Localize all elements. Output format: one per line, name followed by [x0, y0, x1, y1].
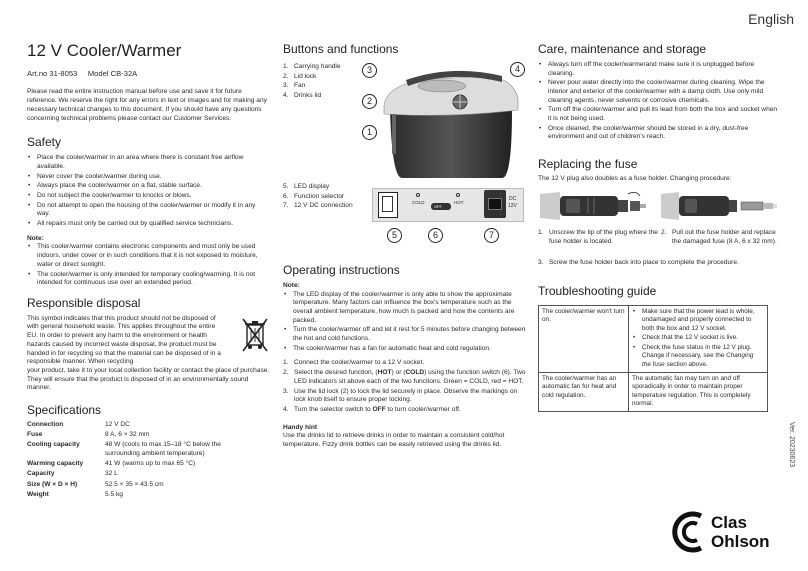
- list-item: • Place the cooler/warmer in an area where there is constant free airflow available.: [27, 154, 270, 171]
- list-item: 6. Function selector: [283, 192, 345, 200]
- list-item: 4. Drinks lid: [283, 92, 322, 100]
- led-digit: [382, 196, 393, 212]
- column-1: [27, 40, 270, 501]
- list-item: 4. Turn the selector switch to OFF to turn cooler/warmer off.: [283, 405, 461, 413]
- list-item: • Once cleaned, the cooler/warmer should be stored in a dry, dust-free environment and out of children's reach.: [538, 125, 781, 142]
- cooler-figure: [362, 58, 532, 180]
- off-label: OFF: [434, 204, 442, 209]
- table-row: [27, 460, 245, 470]
- list-item: • Turn off the cooler/warmer and pull its lead from both the box and socket when it is not being used.: [538, 106, 781, 123]
- operating-steps: [283, 359, 526, 414]
- table-row: [539, 305, 768, 372]
- table-row: [27, 491, 245, 501]
- callout-7: 7: [484, 228, 499, 243]
- table-row: [27, 421, 245, 431]
- list-item: 7. 12 V DC connection: [283, 202, 353, 210]
- buttons-list-top: [283, 63, 363, 102]
- trouble-solution-list: [632, 308, 764, 369]
- spec-value: 12 V DC: [105, 420, 130, 428]
- fuse-steps-right: [661, 229, 779, 246]
- cooler-image: [362, 58, 532, 180]
- list-item: • Turn the cooler/warmer off and let it rest for 5 minutes before changing between the hot and cold functions.: [283, 326, 526, 343]
- list-item-label: Drinks lid: [294, 92, 322, 100]
- spec-value: 52.5 × 35 × 43.5 cm: [105, 480, 164, 488]
- hot-led-icon: [456, 193, 460, 197]
- step-text: Pull out the fuse holder and replace the damaged fuse (8 A, 6 x 32 mm).: [672, 229, 777, 245]
- language-label: English: [748, 11, 794, 27]
- dc-label: DC: [509, 196, 517, 202]
- list-item: • This cooler/warmer contains electronic components and must only be used indoors, under cover or in such conditions that it is not exposed to moisture, water or direct sunlight.: [27, 243, 270, 269]
- fuse-step-2: [661, 229, 779, 247]
- solution-text: Check the fuse status in the 12 V plug. Change if necessary, see the: [642, 343, 752, 360]
- step-text: Connect the cooler/warmer to a 12 V socket.: [294, 359, 425, 367]
- trouble-solution: [629, 305, 768, 372]
- disposal-heading: Responsible disposal: [27, 295, 141, 310]
- changing-fuse-reference: Changing the fuse: [642, 352, 754, 368]
- operating-note-label: Note:: [283, 281, 300, 289]
- disposal-text-narrow: This symbol indicates that this product should not be disposed of with general household waste. This applies throughout the entire EU. In order to prevent any harm to the environment or health hazards caused by incorrect waste disposal, the product must be handed in for recycling so that the material can be disposed of in a responsible manner. When recycling: [27, 314, 221, 366]
- table-row: [27, 431, 245, 441]
- step-text: Use the lid lock (2) to lock the lid securely in place. Observe the markings on lock knob itself to ensure proper locking.: [294, 387, 518, 404]
- operating-section: [283, 263, 526, 450]
- step-text: Select the desired function, (: [294, 369, 378, 377]
- list-item: 3. Screw the fuse holder back into place to complete the procedure.: [538, 259, 739, 266]
- trouble-section: [538, 284, 783, 412]
- table-row: [27, 470, 245, 480]
- safety-note-list: [27, 243, 270, 288]
- list-item: • Do not subject the cooler/warmer to knocks or blows.: [27, 192, 270, 201]
- fuse-intro: The 12 V plug also doubles as a fuse holder. Changing procedure:: [538, 174, 732, 182]
- care-list: [538, 61, 781, 142]
- trouble-table: [538, 305, 768, 412]
- step-text: to turn cooler/warmer off.: [385, 405, 461, 413]
- list-item: • Always turn off the cooler/warmerand make sure it is unplugged before cleaning.: [538, 61, 781, 78]
- list-item: 1. Unscrew the tip of the plug where the fuse holder is located.: [538, 229, 658, 245]
- fuse-step-1: [538, 229, 658, 247]
- operating-heading: Operating instructions: [283, 263, 400, 277]
- safety-heading: Safety: [27, 135, 62, 150]
- list-item-label: Function selector: [294, 192, 345, 200]
- hint-text: Use the drinks lid to retrieve drinks in order to maintain a consistent cold/hot temperature. Fizzy drink bottles can be easily retrieved using the drinks lid.: [283, 432, 505, 449]
- clas-ohlson-logo-icon: [671, 510, 707, 554]
- list-item: 1. Connect the cooler/warmer to a 12 V socket.: [283, 359, 425, 367]
- trouble-problem: The cooler/warmer has an automatic fan for heat and cold regulation.: [539, 373, 629, 412]
- safety-list: [27, 154, 270, 229]
- weee-bin-icon: [241, 317, 269, 353]
- artno-label: Art.no: [27, 69, 48, 79]
- list-item: 5. LED display: [283, 183, 330, 190]
- callout-3: 3: [362, 63, 377, 78]
- trouble-solution: The automatic fan may turn on and off sporadically in order to maintain proper temperature regulation. This is completely normal.: [629, 373, 768, 412]
- step-bold: COLD: [405, 369, 425, 377]
- step-bold: OFF: [372, 405, 386, 413]
- specs-heading: Specifications: [27, 403, 102, 418]
- logo-line-2: Ohlson: [711, 532, 770, 551]
- article-line: [27, 69, 270, 79]
- list-item-label: 12 V DC connection: [294, 202, 353, 210]
- list-item: • Check that the 12 V socket is live.: [632, 334, 764, 342]
- spec-value: 41 W (warms up to max 65 °C): [105, 460, 196, 468]
- intro-text: Please read the entire instruction manual before use and save it for future reference. We reserve the right for any errors in text or images and for making any necessary technical changes to this document. If you should have any questions concerning technical problems please contact our Customer Services.: [27, 88, 267, 122]
- safety-note-label: Note:: [27, 234, 44, 242]
- step-text: Screw the fuse holder back into place to complete the procedure.: [549, 259, 739, 266]
- version-label: Ver. 20230623: [788, 422, 795, 468]
- spec-key: Warming capacity: [27, 460, 84, 468]
- list-item: • Do not attempt to open the housing of the cooler/warmer or modify it in any way.: [27, 202, 270, 219]
- fuse-steps-final: [538, 259, 781, 268]
- plug-unscrew-image: [540, 190, 650, 222]
- list-item: • Make sure that the power lead is whole, undamaged and properly connected to both the box and 12 V socket.: [632, 308, 764, 333]
- callout-6: 6: [428, 228, 443, 243]
- hint-heading: Handy hint: [283, 423, 318, 431]
- spec-key: Weight: [27, 490, 49, 498]
- list-item: [632, 344, 764, 369]
- buttons-list-bottom: [283, 183, 373, 212]
- step-text: ) or (: [391, 369, 406, 377]
- spec-value: 32 L: [105, 470, 118, 478]
- fuse-section: [538, 157, 781, 184]
- fuse-steps-left: [538, 229, 658, 246]
- step-text: Turn the selector switch to: [294, 405, 373, 413]
- spec-key: Capacity: [27, 470, 55, 478]
- page-title: 12 V Cooler/Warmer: [27, 41, 182, 60]
- spec-key: Size (W × D × H): [27, 480, 78, 488]
- callout-2: 2: [362, 94, 377, 109]
- list-item-label: Lid lock: [294, 72, 317, 80]
- v12-label: 12V: [508, 203, 517, 209]
- operating-note-list: [283, 291, 526, 354]
- solution-text: section above.: [664, 360, 708, 368]
- control-panel-figure: [372, 186, 527, 246]
- spec-value: 48 W (cools to max 15–18 °C below the surrounding ambient temperature): [105, 441, 221, 458]
- list-item-label: LED display: [294, 183, 330, 190]
- list-item: 2. Pull out the fuse holder and replace the damaged fuse (8 A, 6 x 32 mm).: [661, 229, 777, 245]
- care-section: [538, 42, 781, 143]
- list-item: • Never pour water directly into the cooler/warmer during cleaning. Wipe the interior and exterior of the cooler/warmer with a damp cloth. Use only mild cleaning agents, never solvents or corrosive chemicals.: [538, 79, 781, 105]
- fuse-heading: Replacing the fuse: [538, 157, 638, 171]
- list-item: 3. Fan: [283, 82, 306, 90]
- fuse-step-3: [538, 259, 781, 269]
- step-text: Unscrew the tip of the plug where the fuse holder is located.: [549, 229, 658, 245]
- list-item-label: Carrying handle: [294, 63, 341, 70]
- list-item: 2. Lid lock: [283, 72, 317, 80]
- list-item: • Always place the cooler/warmer on a flat, stable surface.: [27, 182, 270, 191]
- cold-label: COLD: [412, 200, 425, 205]
- cold-led-icon: [416, 193, 420, 197]
- list-item: 3. Use the lid lock (2) to lock the lid securely in place. Observe the markings on lock knob itself to ensure proper locking.: [283, 387, 518, 404]
- table-row: [27, 481, 245, 491]
- spec-key: Cooling capacity: [27, 441, 80, 449]
- spec-value: 5.5 kg: [105, 490, 123, 498]
- list-item: • The cooler/warmer has a fan for automatic heat and cold regulation.: [283, 345, 526, 354]
- trouble-problem: The cooler/warmer won't turn on.: [539, 305, 629, 372]
- list-item: • All repairs must only be carried out by qualified service technicians.: [27, 220, 270, 229]
- dc-socket-port: [488, 198, 502, 210]
- logo-line-1: Clas: [711, 513, 747, 532]
- hot-label: HOT: [454, 200, 464, 205]
- spec-key: Connection: [27, 420, 64, 428]
- step-bold: HOT: [377, 369, 392, 377]
- disposal-text-wide: your product, take it to your local collection facility or contact the place of purchase. They will ensure that the product is disposed of in an environmentally sound manner.: [27, 366, 270, 392]
- model-label: Model: [87, 69, 109, 79]
- plug-fuse-holder-image: [661, 190, 779, 222]
- list-item: • The LED display of the cooler/warmer is only able to show the approximate temperature. Many factors can influence the box's temperature such as the overall ambient temperature, how much is packed and how the contents are packed.: [283, 291, 526, 326]
- table-row: [539, 373, 768, 412]
- list-item: • The cooler/warmer is only intended for temporary cooling/warming. It is not intended for continuous use over an extended period.: [27, 271, 270, 288]
- artno-value: 31-8053: [49, 69, 78, 79]
- callout-4: 4: [510, 62, 525, 77]
- spec-value: 8 A, 6 × 32 mm: [105, 431, 150, 439]
- disposal-block: [27, 315, 270, 393]
- care-heading: Care, maintenance and storage: [538, 42, 707, 56]
- step-text: ) using the function switch (6). Two LED indicators sit above each of the two functions. Green = COLD, red = HOT.: [294, 369, 526, 385]
- list-item: 2. Select the desired function, (HOT) or (COLD) using the function switch (6). Two LED indicators sit above each of the two functions. Green = COLD, red = HOT.: [283, 369, 526, 385]
- list-item-label: Fan: [294, 82, 306, 90]
- model-value: CB-32A: [110, 69, 138, 79]
- list-item: • Never cover the cooler/warmer during use.: [27, 173, 270, 182]
- list-item: 1. Carrying handle: [283, 63, 341, 70]
- specs-table: [27, 421, 245, 501]
- trouble-heading: Troubleshooting guide: [538, 284, 657, 298]
- spec-key: Fuse: [27, 431, 43, 439]
- callout-1: 1: [362, 125, 377, 140]
- buttons-heading: Buttons and functions: [283, 42, 399, 56]
- callout-5: 5: [387, 228, 402, 243]
- table-row: [27, 441, 245, 460]
